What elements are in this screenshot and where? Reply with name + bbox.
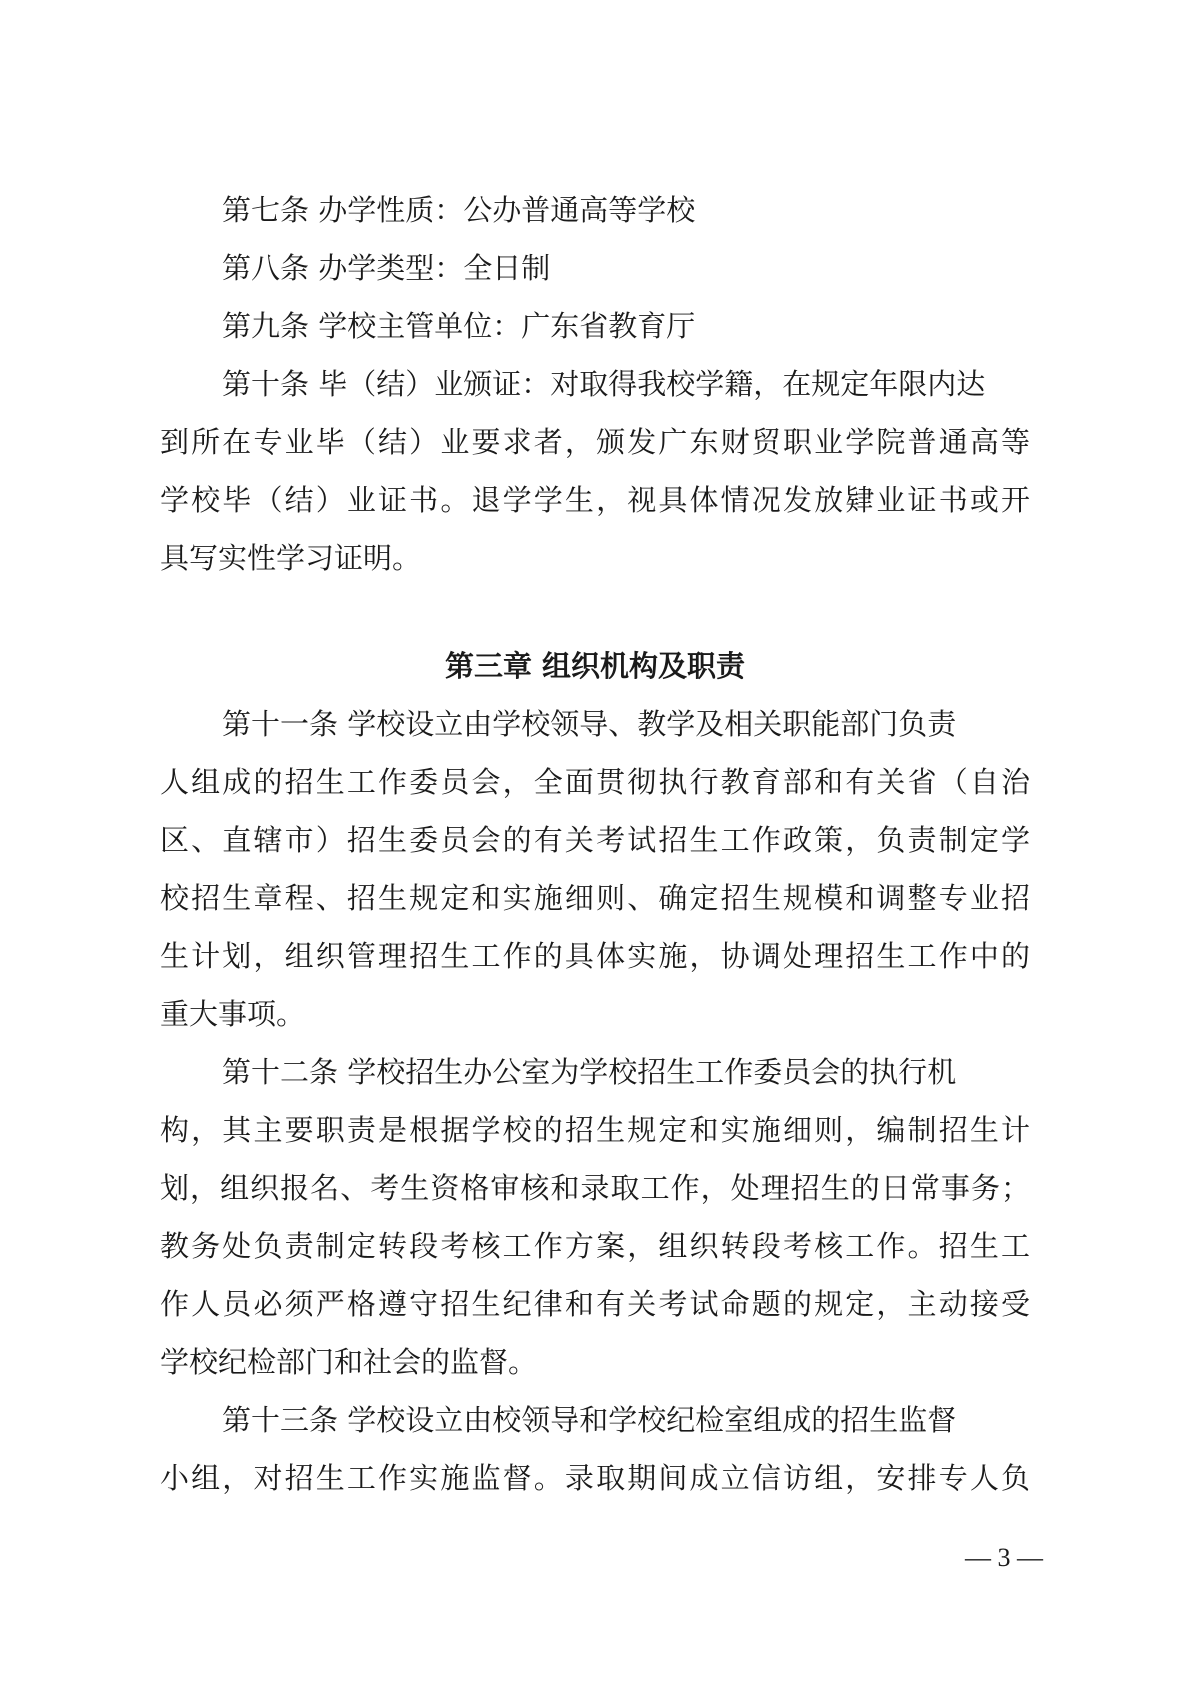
article-10-line-1: 第十条 毕（结）业颁证：对取得我校学籍，在规定年限内达 <box>222 367 986 401</box>
article-11-line-6: 重大事项。 <box>160 997 306 1031</box>
article-12-line-2: 构，其主要职责是根据学校的招生规定和实施细则，编制招生计 <box>160 1113 1030 1147</box>
article-11-line-2: 人组成的招生工作委员会，全面贯彻执行教育部和有关省（自治 <box>160 765 1030 799</box>
page-number: — 3 — <box>965 1543 1043 1572</box>
article-11-line-4: 校招生章程、招生规定和实施细则、确定招生规模和调整专业招 <box>160 881 1030 915</box>
article-12-line-3: 划，组织报名、考生资格审核和录取工作，处理招生的日常事务； <box>160 1171 1030 1205</box>
article-9: 第九条 学校主管单位：广东省教育厅 <box>222 309 696 343</box>
chapter-heading: 第三章 组织机构及职责 <box>444 649 746 683</box>
article-10-line-3: 学校毕（结）业证书。退学学生，视具体情况发放肄业证书或开 <box>160 483 1030 517</box>
article-12-line-5: 作人员必须严格遵守招生纪律和有关考试命题的规定，主动接受 <box>160 1287 1030 1321</box>
article-11-line-3: 区、直辖市）招生委员会的有关考试招生工作政策，负责制定学 <box>160 823 1030 857</box>
article-12-line-4: 教务处负责制定转段考核工作方案，组织转段考核工作。招生工 <box>160 1229 1030 1263</box>
article-10-line-2: 到所在专业毕（结）业要求者，颁发广东财贸职业学院普通高等 <box>160 425 1030 459</box>
article-13-line-1: 第十三条 学校设立由校领导和学校纪检室组成的招生监督 <box>222 1403 957 1437</box>
article-13-line-2: 小组，对招生工作实施监督。录取期间成立信访组，安排专人负 <box>160 1461 1030 1495</box>
article-11-line-5: 生计划，组织管理招生工作的具体实施，协调处理招生工作中的 <box>160 939 1030 973</box>
article-10-line-4: 具写实性学习证明。 <box>160 541 422 575</box>
article-12-line-6: 学校纪检部门和社会的监督。 <box>160 1345 538 1379</box>
article-8: 第八条 办学类型：全日制 <box>222 251 551 285</box>
article-11-line-1: 第十一条 学校设立由学校领导、教学及相关职能部门负责 <box>222 707 957 741</box>
article-7: 第七条 办学性质：公办普通高等学校 <box>222 193 696 227</box>
article-12-line-1: 第十二条 学校招生办公室为学校招生工作委员会的执行机 <box>222 1055 957 1089</box>
